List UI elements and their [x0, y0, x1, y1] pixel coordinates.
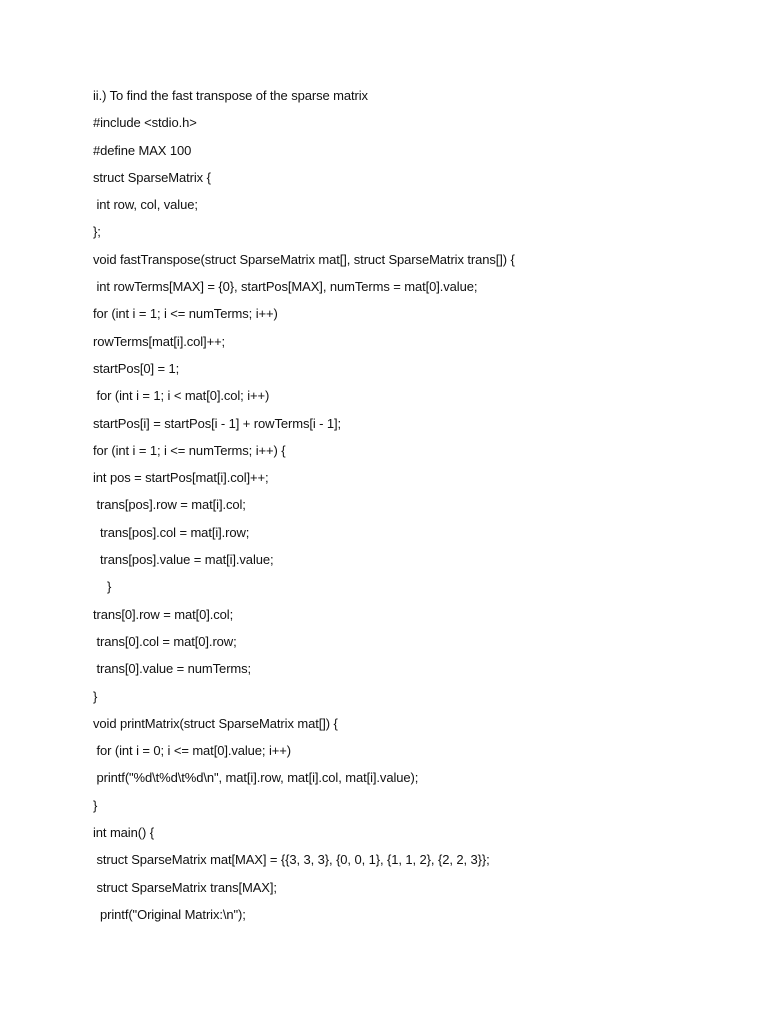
code-line: struct SparseMatrix trans[MAX]; [93, 879, 277, 895]
code-line: void fastTranspose(struct SparseMatrix mat[], struct SparseMatrix trans[]) { [93, 251, 515, 267]
code-line: int row, col, value; [93, 197, 198, 213]
code-line: trans[0].row = mat[0].col; [93, 606, 234, 622]
code-line: #define MAX 100 [93, 142, 192, 158]
code-line: trans[0].col = mat[0].row; [93, 633, 237, 649]
code-line: int pos = startPos[mat[i].col]++; [93, 470, 269, 486]
code-line: }; [93, 224, 101, 240]
code-line: trans[0].value = numTerms; [93, 661, 252, 677]
code-line: for (int i = 1; i <= numTerms; i++) [93, 306, 278, 322]
code-line: int rowTerms[MAX] = {0}, startPos[MAX], numTerms = mat[0].value; [93, 279, 478, 295]
code-line: for (int i = 1; i <= numTerms; i++) { [93, 442, 286, 458]
code-line: rowTerms[mat[i].col]++; [93, 333, 226, 349]
code-line: void printMatrix(struct SparseMatrix mat[]) { [93, 715, 338, 731]
code-line: for (int i = 1; i < mat[0].col; i++) [93, 388, 270, 404]
section-heading: ii.) To find the fast transpose of the sparse matrix [93, 88, 368, 103]
code-line: struct SparseMatrix { [93, 169, 211, 185]
code-line: trans[pos].value = mat[i].value; [93, 552, 274, 568]
code-line: } [93, 688, 98, 704]
code-line: trans[pos].row = mat[i].col; [93, 497, 246, 513]
code-line: for (int i = 0; i <= mat[0].value; i++) [93, 743, 291, 759]
code-listing [93, 86, 733, 932]
code-line: startPos[0] = 1; [93, 360, 180, 376]
code-line: printf("Original Matrix:\n"); [93, 906, 246, 922]
code-line: printf("%d\t%d\t%d\n", mat[i].row, mat[i].col, mat[i].value); [93, 770, 419, 786]
code-line: struct SparseMatrix mat[MAX] = {{3, 3, 3}, {0, 0, 1}, {1, 1, 2}, {2, 2, 3}}; [93, 852, 490, 868]
code-line: startPos[i] = startPos[i - 1] + rowTerms[i - 1]; [93, 415, 342, 431]
code-line: trans[pos].col = mat[i].row; [93, 524, 250, 540]
code-line: } [93, 579, 112, 595]
code-line: } [93, 797, 98, 813]
code-line: int main() { [93, 825, 154, 841]
code-line: #include <stdio.h> [93, 115, 197, 131]
